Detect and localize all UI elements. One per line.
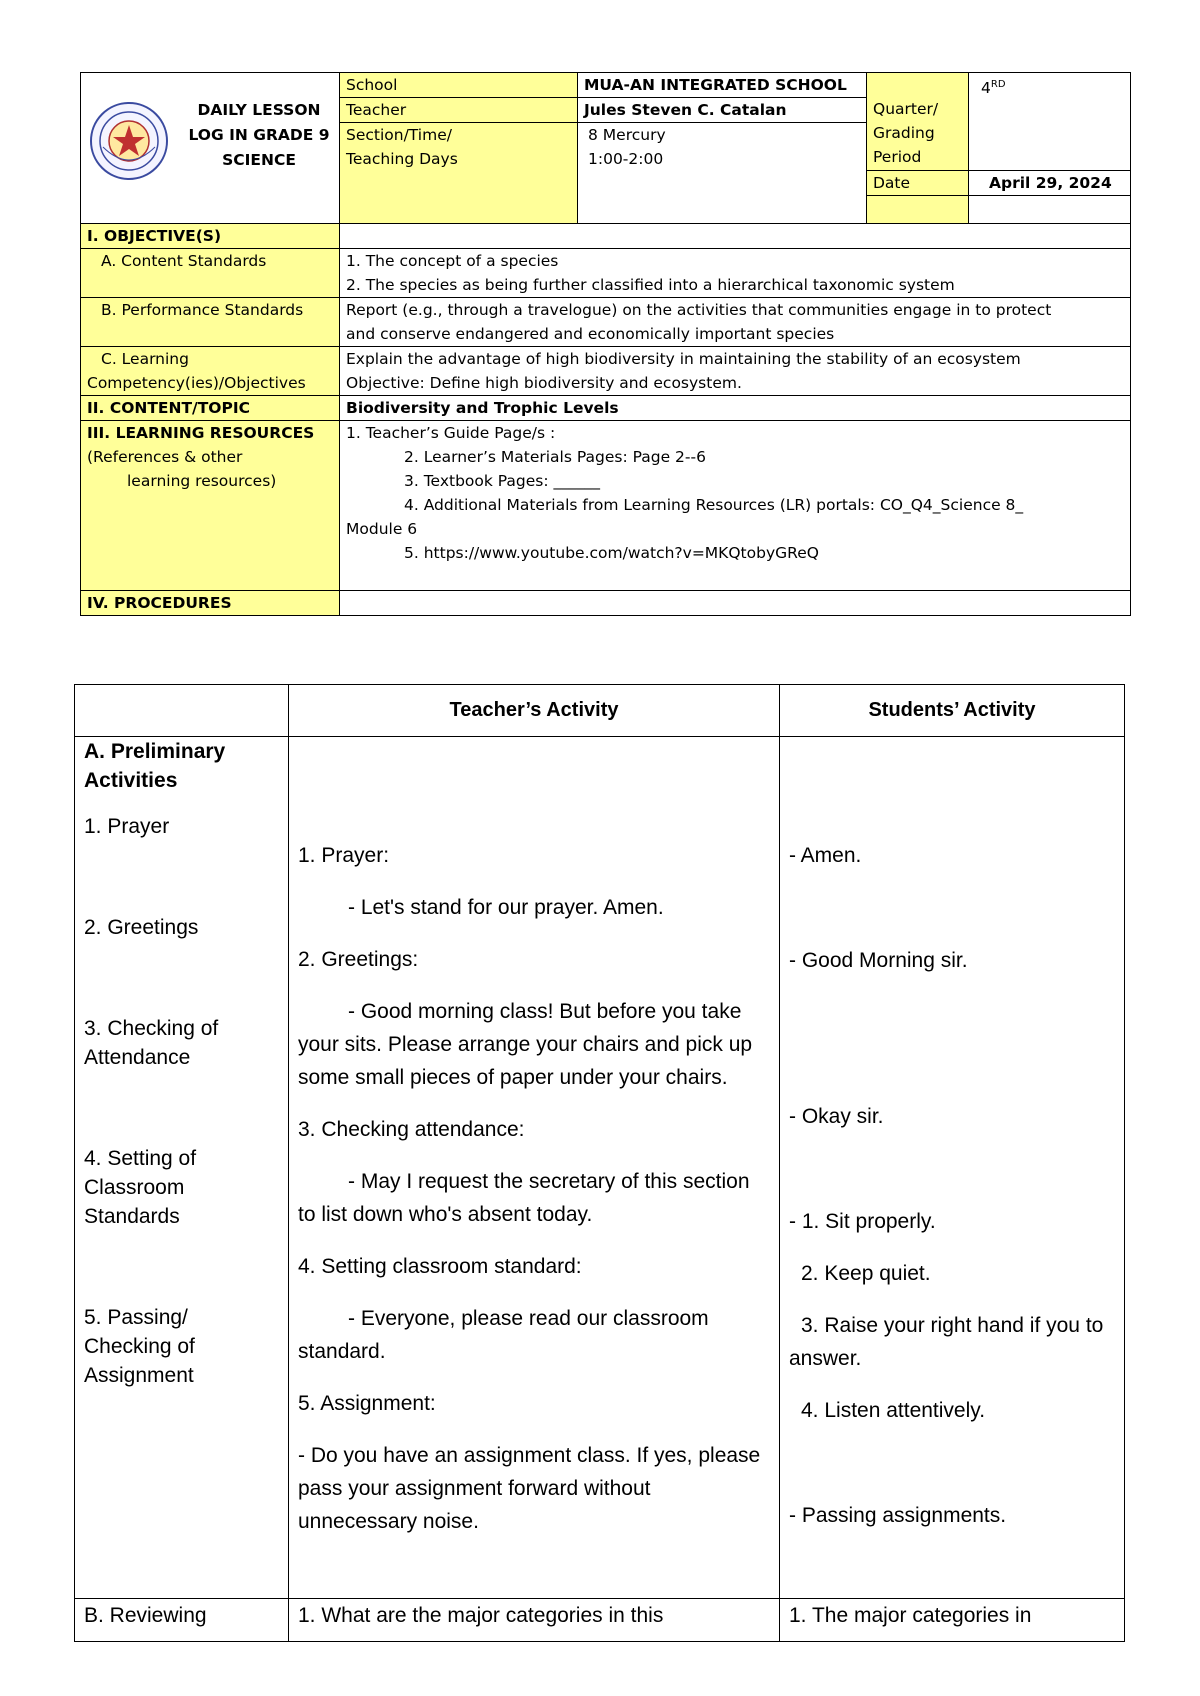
deped-seal-icon — [89, 101, 169, 181]
title-line-2: LOG IN GRADE 9 — [188, 126, 330, 144]
lesson-log-title — [81, 73, 340, 224]
procedures-heading: IV. PROCEDURES — [81, 591, 340, 616]
reviewing-label: B. Reviewing — [75, 1599, 289, 1642]
performance-standards-value: Report (e.g., through a travelogue) on the activities that communities engage in to protect and conserve endangered and economically important species — [340, 298, 1131, 347]
youtube-link[interactable]: 5. https://www.youtube.com/watch?v=MKQtobyGReQ — [404, 544, 819, 562]
section-value: 8 Mercury 1:00-2:00 — [578, 123, 867, 224]
title-line-3: SCIENCE — [222, 151, 296, 169]
school-label: School — [340, 73, 578, 98]
title-line-1: DAILY LESSON — [197, 101, 321, 119]
date-label: Date — [867, 171, 969, 196]
learning-resources-heading: III. LEARNING RESOURCES (References & other learning resources) — [81, 421, 340, 591]
performance-standards-label: B. Performance Standards — [81, 298, 340, 347]
preliminary-steps: A. Preliminary Activities 1. Prayer 2. Greetings 3. Checking of Attendance 4. Setting of Classroom Standards 5. Passing/ Checking of Assignment — [75, 737, 289, 1599]
content-standards-value: 1. The concept of a species 2. The species as being further classified into a hierarchical taxonomic system — [340, 249, 1131, 298]
quarter-label: Quarter/ Grading Period — [867, 73, 969, 171]
content-topic-value: Biodiversity and Trophic Levels — [340, 396, 1131, 421]
date-value: April 29, 2024 — [969, 171, 1131, 196]
reviewing-students: 1. The major categories in — [780, 1599, 1125, 1642]
students-activity-header: Students’ Activity — [780, 685, 1125, 737]
section-label: Section/Time/ Teaching Days — [340, 123, 578, 224]
teacher-activity-header: Teacher’s Activity — [289, 685, 780, 737]
content-topic-heading: II. CONTENT/TOPIC — [81, 396, 340, 421]
reviewing-teacher: 1. What are the major categories in this — [289, 1599, 780, 1642]
objectives-heading: I. OBJECTIVE(S) — [81, 224, 340, 249]
students-preliminary-activities: - Amen. - Good Morning sir. - Okay sir. - 1. Sit properly. 2. Keep quiet. 3. Raise your right hand if you to answer. 4. Listen attentively. - Passing assignments. — [780, 737, 1125, 1599]
teacher-label: Teacher — [340, 98, 578, 123]
teacher-value: Jules Steven C. Catalan — [578, 98, 867, 123]
school-value: MUA-AN INTEGRATED SCHOOL — [578, 73, 867, 98]
activities-table — [74, 684, 1125, 1642]
quarter-value: 4RD — [969, 73, 1131, 171]
competency-value: Explain the advantage of high biodiversity in maintaining the stability of an ecosystem Objective: Define high biodiversity and ecosystem. — [340, 347, 1131, 396]
content-standards-label: A. Content Standards — [81, 249, 340, 298]
teacher-preliminary-activities: 1. Prayer: - Let's stand for our prayer. Amen. 2. Greetings: - Good morning class! But before you take your sits. Please arrange your chairs and pick up some small pieces of paper under your chairs. 3. Checking attendance: - May I request the secretary of this section to list down who's absent today. 4. Setting classroom standard: - Everyone, please read our classroom standard. 5. Assignment: - Do you have an assignment class. If yes, please pass your assignment forward without unnecessary noise. — [289, 737, 780, 1599]
lesson-log-table — [80, 72, 1131, 616]
competency-label: C. Learning Competency(ies)/Objectives — [81, 347, 340, 396]
learning-resources-list: 1. Teacher’s Guide Page/s : 2. Learner’s Materials Pages: Page 2--6 3. Textbook Pages: ______ 4. Additional Materials from Learning Resources (LR) portals: CO_Q4_Science 8_ Module 6 5. https://www.youtube.com/watch?v=MKQtobyGReQ — [340, 421, 1131, 591]
